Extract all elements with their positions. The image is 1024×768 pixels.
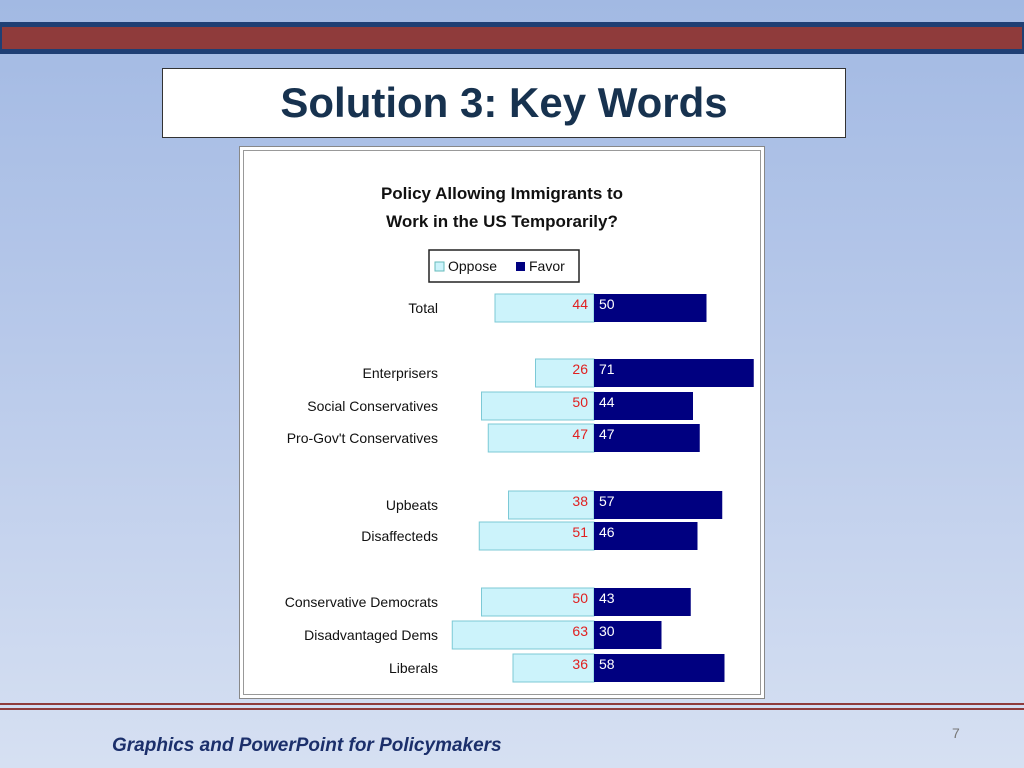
- chart: [240, 147, 764, 698]
- top-accent-bar: [2, 27, 1022, 49]
- footer-text: Graphics and PowerPoint for Policymakers: [112, 735, 502, 756]
- category-label: Social Conservatives: [307, 398, 438, 414]
- chart-frame: [239, 146, 765, 699]
- chart-title-line: Policy Allowing Immigrants to: [380, 184, 624, 203]
- category-label: Enterprisers: [362, 365, 438, 381]
- legend-swatch-favor: [516, 262, 525, 271]
- chart-title-line: Work in the US Temporarily?: [386, 212, 618, 231]
- value-label-favor: 71: [599, 361, 615, 377]
- category-label: Pro-Gov't Conservatives: [286, 430, 438, 446]
- value-label-oppose: 50: [572, 394, 588, 410]
- category-label: Liberals: [388, 660, 438, 676]
- legend-swatch-oppose: [435, 262, 444, 271]
- value-label-favor: 58: [599, 656, 615, 672]
- value-label-oppose: 63: [572, 623, 588, 639]
- value-label-oppose: 47: [572, 426, 588, 442]
- value-label-oppose: 44: [572, 296, 588, 312]
- category-label: Disaffecteds: [361, 528, 438, 544]
- value-label-favor: 47: [599, 426, 615, 442]
- value-label-favor: 57: [599, 493, 615, 509]
- title-box: [162, 68, 846, 138]
- category-label: Total: [408, 300, 438, 316]
- page-number: 7: [952, 725, 960, 741]
- bar-favor: [594, 359, 754, 387]
- value-label-oppose: 51: [572, 524, 588, 540]
- bottom-divider-secondary: [0, 708, 1024, 710]
- category-label: Upbeats: [385, 497, 438, 513]
- category-label: Conservative Democrats: [284, 594, 438, 610]
- category-label: Disadvantaged Dems: [304, 627, 438, 643]
- value-label-oppose: 36: [572, 656, 588, 672]
- bottom-divider: [0, 703, 1024, 705]
- slide-title: Solution 3: Key Words: [280, 79, 728, 126]
- value-label-favor: 30: [599, 623, 615, 639]
- legend-label-oppose: Oppose: [448, 258, 498, 274]
- value-label-favor: 44: [599, 394, 615, 410]
- value-label-oppose: 50: [572, 590, 588, 606]
- value-label-favor: 46: [599, 524, 615, 540]
- value-label-oppose: 38: [572, 493, 588, 509]
- value-label-favor: 50: [599, 296, 615, 312]
- legend-label-favor: Favor: [529, 258, 565, 274]
- value-label-oppose: 26: [572, 361, 588, 377]
- value-label-favor: 43: [599, 590, 615, 606]
